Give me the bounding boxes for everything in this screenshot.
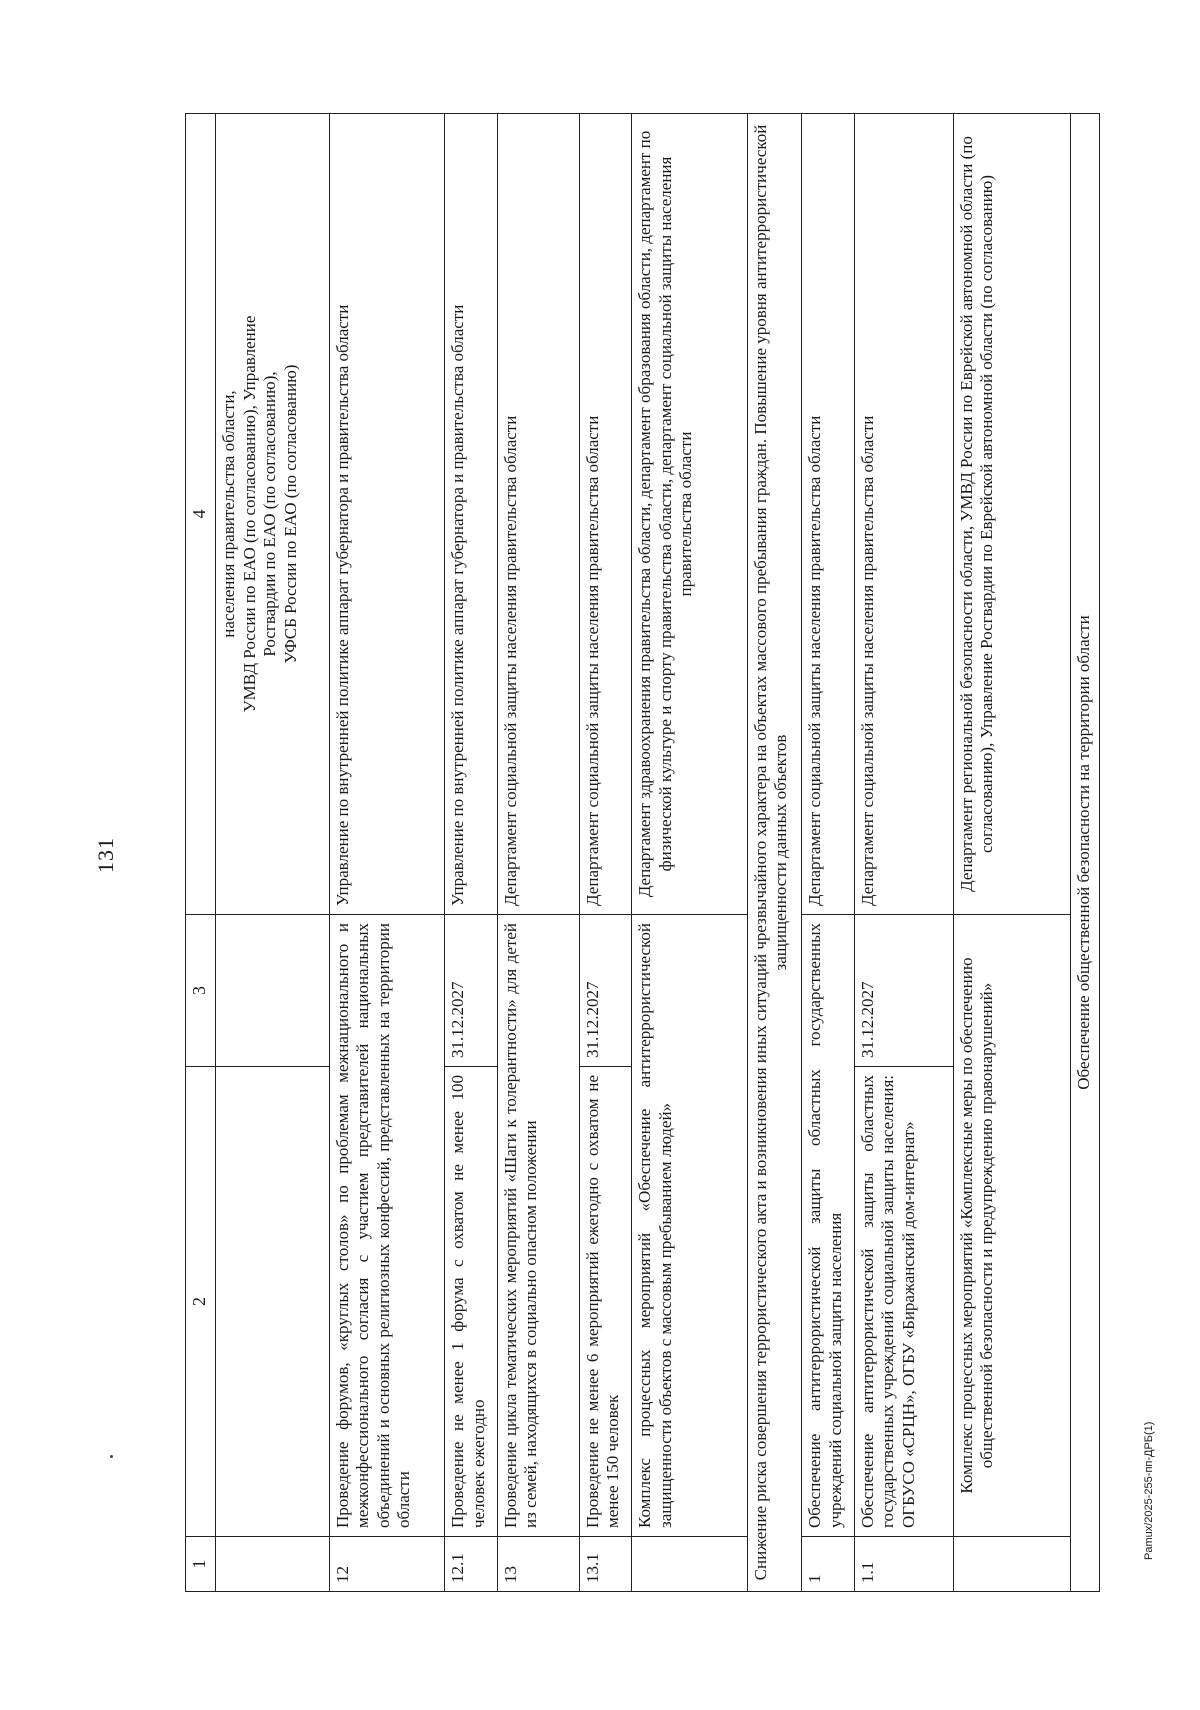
row-number: 1.1 [854, 1537, 953, 1592]
table-row [497, 114, 579, 1592]
table-row [445, 114, 498, 1592]
row-number: 12.1 [445, 1537, 498, 1592]
row-number: 13 [497, 1537, 579, 1592]
table-row [329, 114, 445, 1592]
deadline-cell: 31.12.2027 [579, 915, 632, 1067]
row-number: 1 [802, 1537, 855, 1592]
row-number [216, 1537, 329, 1592]
measure-cell: Комплекс процессных мероприятий «Комплексные меры по обеспечению общественной безопасности и предупреждению правонарушений» [953, 915, 1071, 1537]
header-col-1: 1 [186, 1537, 216, 1592]
row-number [953, 1537, 1071, 1592]
table-row [632, 114, 748, 1592]
scan-speck [110, 1455, 113, 1458]
document-code: Pamux/2025-255-пп-ДРБ(1) [1143, 1421, 1155, 1560]
responsible-cell: Департамент социальной защиты населения правительства области [802, 114, 855, 915]
measure-cell: Комплекс процессных мероприятий «Обеспечение антитеррористической защищенности объектов с массовым пребыванием людей» [632, 915, 748, 1537]
deadline-cell: 31.12.2027 [445, 915, 498, 1067]
header-col-3: 3 [186, 915, 216, 1067]
section-row [1071, 114, 1100, 1592]
table-header-row [186, 114, 216, 1592]
row-number [632, 1537, 748, 1592]
row-number: 13.1 [579, 1537, 632, 1592]
deadline-cell [216, 915, 329, 1067]
responsible-cell: Департамент социальной защиты населения правительства области [854, 114, 953, 915]
header-col-2: 2 [186, 1067, 216, 1537]
section-row [747, 114, 802, 1592]
responsible-cell [216, 114, 329, 915]
responsible-line: УФСБ России по ЕАО (по согласованию) [280, 364, 300, 664]
row-number: 12 [329, 1537, 445, 1592]
measure-cell: Проведение форумов, «круглых столов» по проблемам межнационального и межконфессионального согласия с участием представителей национальных объединений и основных религиозных конфессий, представленных на территории области [329, 915, 445, 1537]
responsible-cell: Управление по внутренней политике аппарат губернатора и правительства области [445, 114, 498, 915]
responsible-cell: Департамент здравоохранения правительства области, департамент образования области, департамент по физической культуре и спорту правительства области, департамент социальной защиты населения правительства области [632, 114, 748, 915]
deadline-cell: 31.12.2027 [854, 915, 953, 1067]
responsible-cell: Управление по внутренней политике аппарат губернатора и правительства области [329, 114, 445, 915]
responsible-cell: Департамент социальной защиты населения правительства области [579, 114, 632, 915]
section-title: Обеспечение общественной безопасности на территории области [1071, 114, 1100, 1592]
measure-cell [216, 1067, 329, 1537]
responsible-cell: Департамент региональной безопасности области, УМВД России по Еврейской автономной области (по согласованию), Управление Росгвардии по Еврейской автономной области (по согласованию) [953, 114, 1071, 915]
rotated-table-container [185, 114, 1100, 1592]
table-row [579, 114, 632, 1592]
measure-cell: Проведение не менее 1 форума с охватом не менее 100 человек ежегодно [445, 1067, 498, 1537]
measure-cell: Обеспечение антитеррористической защиты областных государственных учреждений социальной защиты населения: ОГБУСО «СРЦН», ОГБУ «Биражанский дом-интернат» [854, 1067, 953, 1537]
responsible-line: УМВД России по ЕАО (по согласованию), Управление [239, 315, 259, 713]
measure-cell: Проведение не менее 6 мероприятий ежегодно с охватом не менее 150 человек [579, 1067, 632, 1537]
plan-table [185, 113, 1100, 1592]
table-row [854, 114, 953, 1592]
page-number: 131 [93, 837, 118, 873]
section-title: Снижение риска совершения террористического акта и возникновения иных ситуаций чрезвычайного характера на объектах массового пребывания граждан. Повышение уровня антитеррористической защищенности данных объектов [747, 114, 802, 1592]
measure-cell: Проведение цикла тематических мероприятий «Шаги к толерантности» для детей из семей, находящихся в социально опасном положении [497, 915, 579, 1537]
header-col-4: 4 [186, 114, 216, 915]
table-row [953, 114, 1071, 1592]
measure-cell: Обеспечение антитеррористической защиты областных государственных учреждений социальной защиты населения [802, 915, 855, 1537]
responsible-cell: Департамент социальной защиты населения правительства области [497, 114, 579, 915]
table-row [216, 114, 329, 1592]
responsible-line: населения правительства области, [219, 390, 239, 638]
responsible-line: Росгвардии по ЕАО (по согласованию), [260, 371, 280, 657]
table-row [802, 114, 855, 1592]
